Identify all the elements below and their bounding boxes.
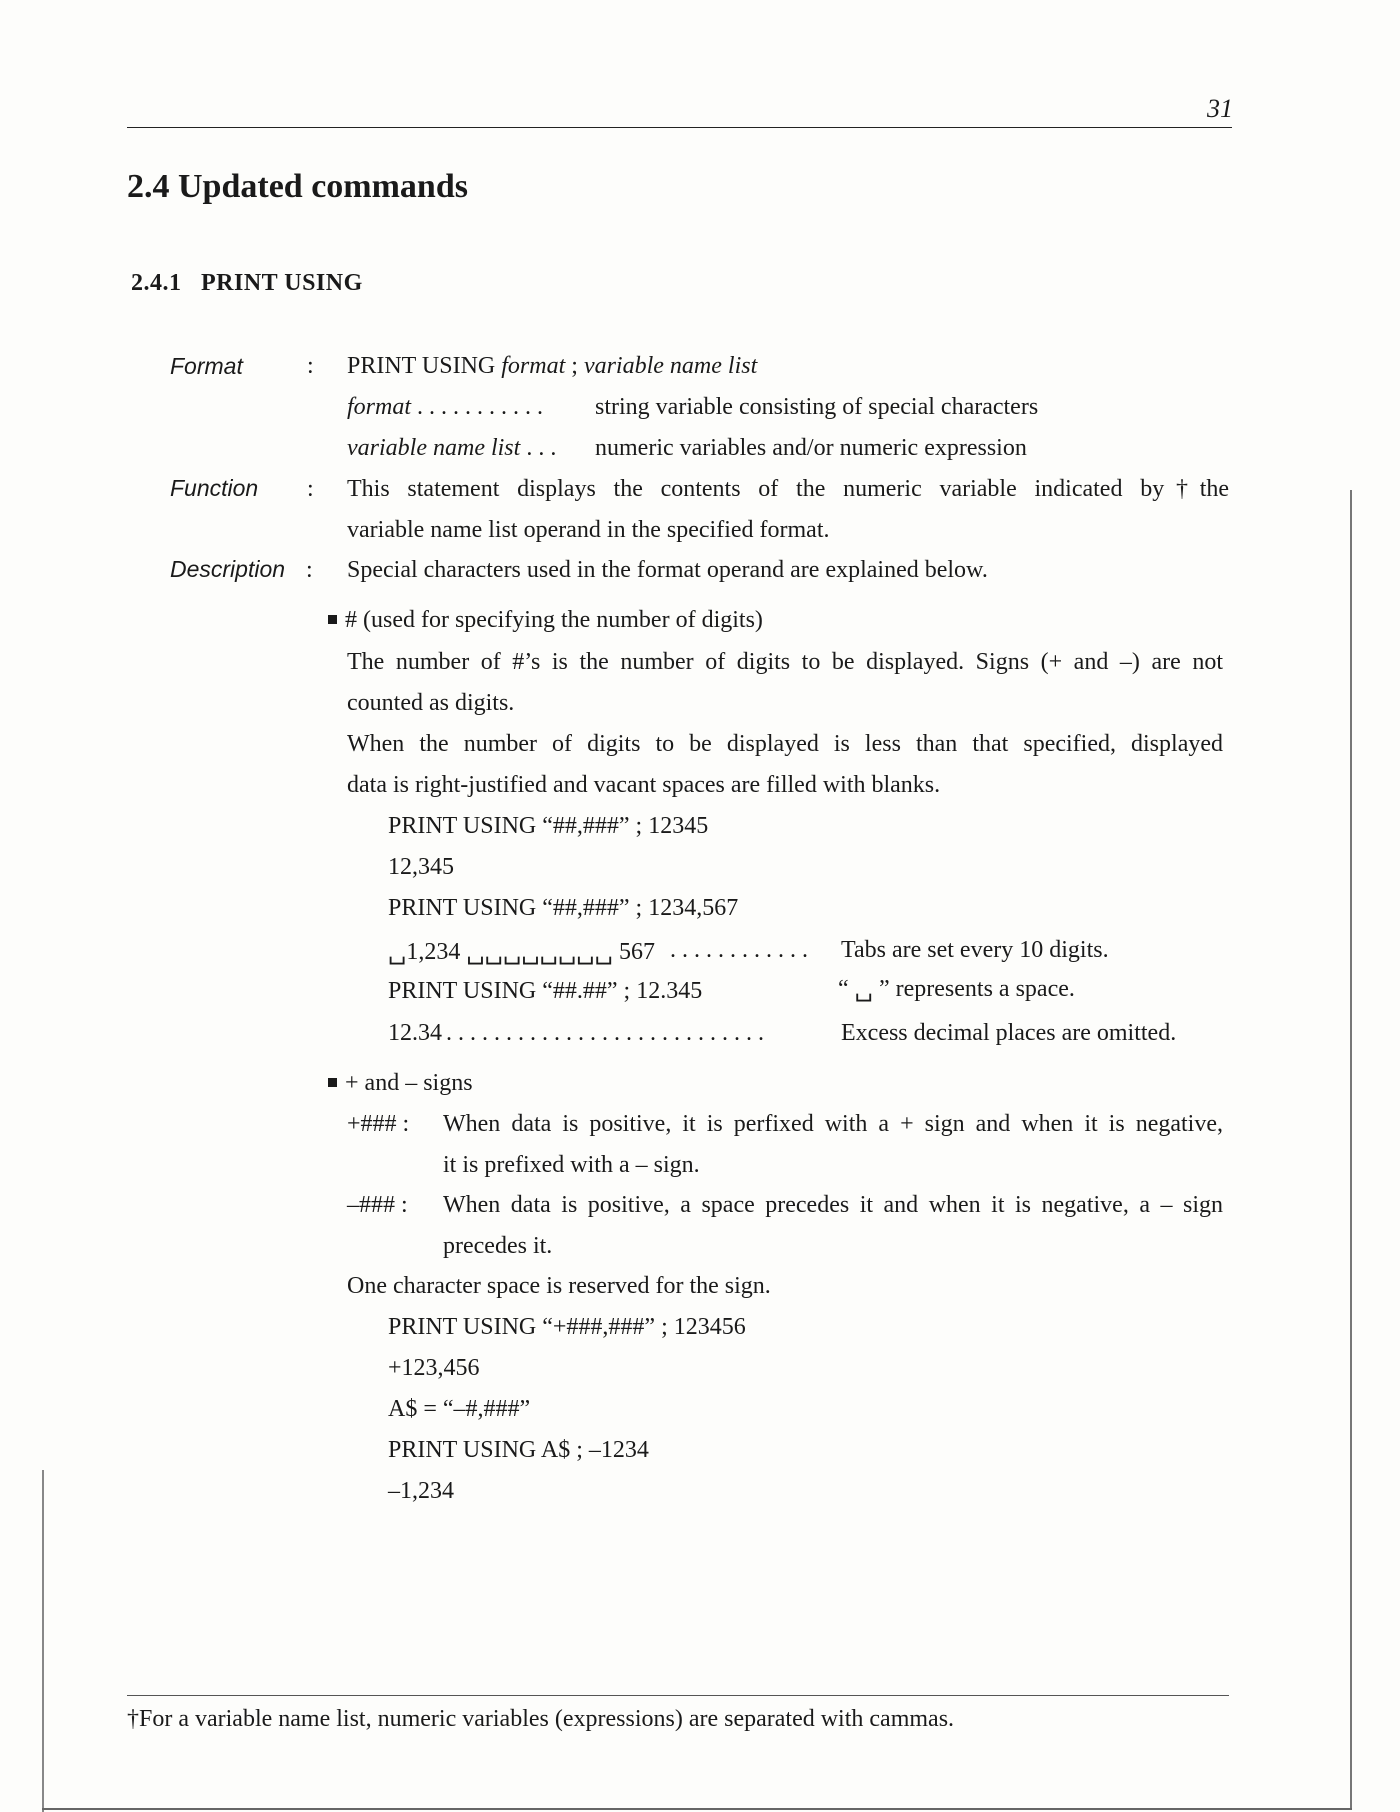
bullet-icon: [328, 1078, 337, 1087]
page-edge-right: [1350, 490, 1352, 1810]
function-text-end: the: [1199, 476, 1230, 502]
sign-desc-line2: precedes it.: [443, 1233, 553, 1259]
sign-heading-text: + and – signs: [345, 1070, 473, 1096]
sign-reserve: One character space is reserved for the sign.: [347, 1273, 771, 1299]
def-term: format: [347, 394, 412, 420]
hash-heading-text: # (used for specifying the number of digits): [345, 607, 763, 633]
page-edge-left: [42, 1470, 44, 1812]
code-example: PRINT USING “##.##” ; 12.345: [388, 978, 703, 1004]
sign-fmt: +### :: [347, 1111, 410, 1137]
hash-p1-line1: The number of #’s is the number of digits to be displayed. Signs (+ and –) are not: [347, 649, 1223, 675]
section-title: 2.4 Updated commands: [127, 168, 468, 205]
code-output: ␣1,234 ␣␣␣␣␣␣␣␣ 567: [388, 939, 655, 965]
sign-desc-line1: When data is positive, it is perfixed with a + sign and when it is negative,: [443, 1111, 1223, 1137]
page-number: 31: [1207, 94, 1233, 123]
code-example: PRINT USING “##,###” ; 12345: [388, 813, 709, 839]
subsection-title: PRINT USING: [201, 270, 363, 296]
code-example: PRINT USING “+###,###” ; 123456: [388, 1314, 746, 1340]
code-example: PRINT USING “##,###” ; 1234,567: [388, 895, 739, 921]
hash-heading: [328, 607, 763, 634]
code-example: PRINT USING A$ ; –1234: [388, 1437, 649, 1463]
page-edge-bottom: [42, 1808, 1352, 1810]
def-desc: numeric variables and/or numeric expression: [595, 435, 1027, 461]
description-label: Description: [170, 556, 286, 582]
format-syntax: [347, 353, 757, 380]
footnote-text: For a variable name list, numeric variables (expressions) are separated with cammas.: [139, 1706, 955, 1732]
header-rule: [127, 127, 1232, 128]
format-arg2: variable name list: [583, 353, 758, 379]
subsection-number: 2.4.1: [131, 270, 182, 296]
sign-desc-line2: it is prefixed with a – sign.: [443, 1152, 700, 1178]
note-excess: Excess decimal places are omitted.: [841, 1020, 1177, 1046]
function-line-1: [347, 476, 1229, 503]
format-sep: ;: [565, 353, 578, 379]
subsection-heading: [131, 270, 363, 297]
description-text: Special characters used in the format operand are explained below.: [347, 557, 988, 583]
def-dots: . . . . . . . . . . .: [411, 394, 544, 420]
format-arg1: format: [501, 353, 566, 379]
function-label: Function: [170, 475, 259, 501]
format-def-varlist: [347, 435, 556, 462]
note-tabs: Tabs are set every 10 digits.: [841, 937, 1109, 963]
footnote-ref-dagger: †: [1164, 476, 1200, 502]
sign-desc-line1: When data is positive, a space precedes it and when it is negative, a – sign: [443, 1192, 1223, 1218]
format-def-format: [347, 394, 543, 421]
hash-p2-line1: When the number of digits to be displayed is less than that specified, displayed: [347, 731, 1223, 757]
function-text: This statement displays the contents of the numeric variable indicated by: [347, 476, 1165, 502]
note-space: “ ␣ ” represents a space.: [838, 976, 1075, 1002]
note-excess-dots: . . . . . . . . . . . . . . . . . . . . . . . . . . .: [446, 1020, 764, 1046]
def-desc: string variable consisting of special characters: [595, 394, 1039, 420]
format-label: Format: [170, 353, 243, 379]
sign-fmt: –### :: [347, 1192, 408, 1218]
def-term: variable name list: [347, 435, 521, 461]
code-output: +123,456: [388, 1355, 480, 1381]
footnote: [127, 1706, 954, 1733]
code-output: 12.34: [388, 1020, 442, 1046]
format-colon: :: [307, 353, 314, 379]
function-line-2: variable name list operand in the specified format.: [347, 517, 830, 543]
hash-p1-line2: counted as digits.: [347, 690, 515, 716]
format-cmd: PRINT USING: [347, 353, 496, 379]
footnote-rule: [127, 1695, 1229, 1696]
def-dots: . . .: [520, 435, 557, 461]
description-colon: :: [306, 557, 313, 583]
bullet-icon: [328, 615, 337, 624]
note-tabs-dots: . . . . . . . . . . . .: [670, 937, 808, 963]
code-output: 12,345: [388, 854, 454, 880]
code-output: –1,234: [388, 1478, 454, 1504]
sign-heading: [328, 1070, 473, 1097]
code-example: A$ = “–#,###”: [388, 1396, 531, 1422]
function-colon: :: [307, 476, 314, 502]
footnote-dagger: †: [127, 1706, 139, 1732]
hash-p2-line2: data is right-justified and vacant spaces are filled with blanks.: [347, 772, 941, 798]
